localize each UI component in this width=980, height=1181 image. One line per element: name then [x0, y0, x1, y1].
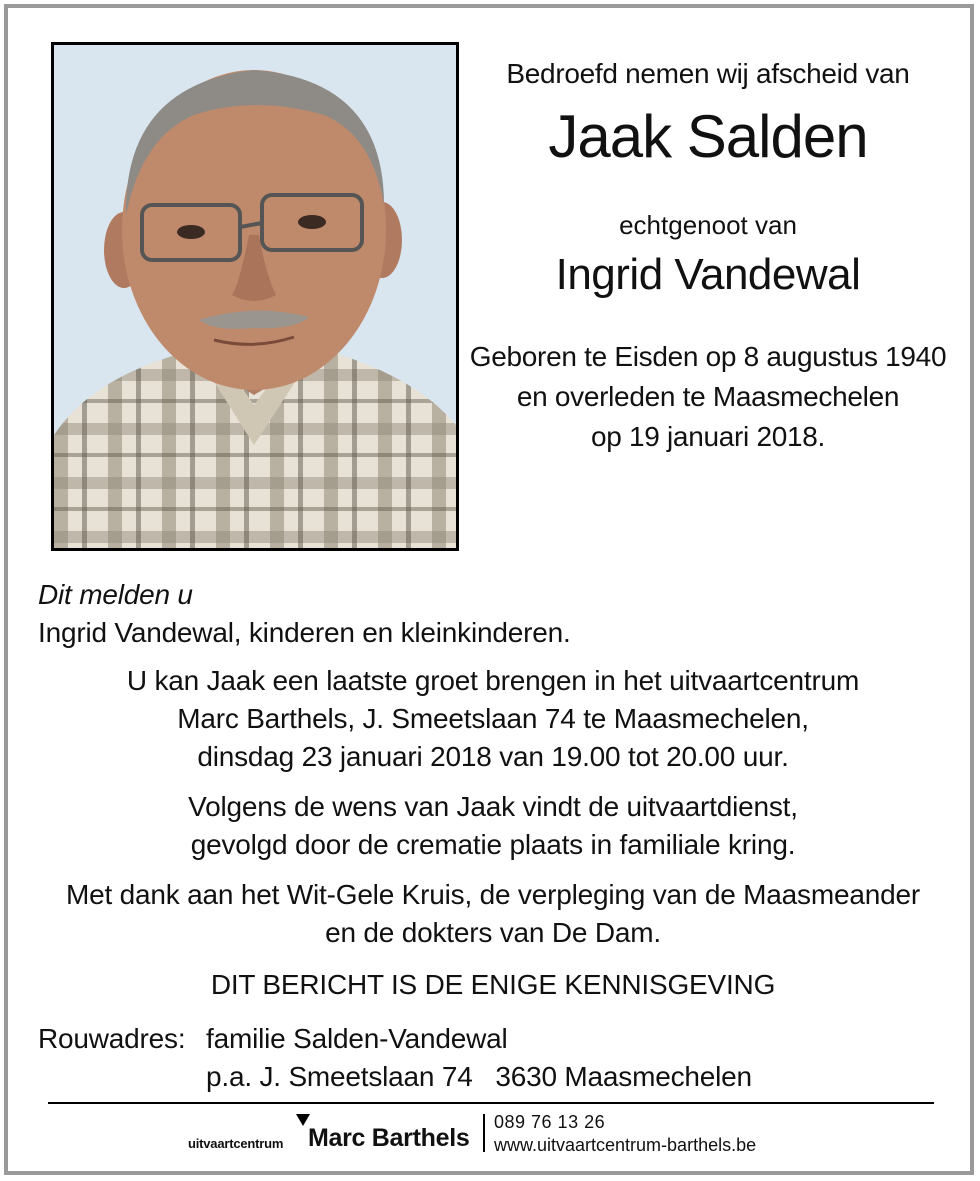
logo-subtitle: uitvaartcentrum [188, 1136, 284, 1151]
spouse-label: echtgenoot van [619, 210, 797, 240]
life-dates [468, 337, 948, 457]
obituary-card [4, 4, 974, 1175]
life-line: en overleden te Maasmechelen [516, 381, 900, 413]
ceremony-paragraph [38, 788, 948, 864]
life-line: op 19 januari 2018. [590, 421, 826, 453]
phone-number: 089 76 13 26 [494, 1112, 606, 1132]
visitation-paragraph [38, 662, 948, 776]
thanks-line: Met dank aan het Wit-Gele Kruis, de verpleging van de Maasmeander [66, 879, 920, 910]
footer-separator [483, 1114, 485, 1152]
logo-name: Marc Barthels [308, 1124, 470, 1152]
announce-names: Ingrid Vandewal, kinderen en kleinkinderen. [38, 617, 571, 648]
thanks-paragraph [38, 876, 948, 952]
portrait-illustration [54, 45, 456, 548]
mourning-address [38, 1020, 948, 1100]
announce-title: Dit melden u [38, 579, 193, 610]
notice-line: DIT BERICHT IS DE ENIGE KENNISGEVING [210, 969, 776, 1000]
thanks-line: en de dokters van De Dam. [325, 917, 661, 948]
visitation-line: U kan Jaak een laatste groet brengen in het uitvaartcentrum [126, 665, 860, 696]
deceased-name: Jaak Salden [548, 103, 868, 170]
address-line: p.a. J. Smeetslaan 74 3630 Maasmechelen [206, 1061, 752, 1092]
visitation-line: Marc Barthels, J. Smeetslaan 74 te Maasmechelen, [177, 703, 809, 734]
header [468, 58, 948, 457]
portrait-photo [51, 42, 459, 551]
visitation-line: dinsdag 23 januari 2018 van 19.00 tot 20.00 uur. [197, 741, 789, 772]
funeral-home-footer [8, 1110, 970, 1166]
body [38, 576, 948, 1100]
spouse-name: Ingrid Vandewal [555, 250, 861, 299]
website-link[interactable]: www.uitvaartcentrum-barthels.be [494, 1135, 757, 1155]
life-line: Geboren te Eisden op 8 augustus 1940 [469, 341, 947, 373]
address-line: familie Salden-Vandewal [206, 1023, 508, 1054]
address-label: Rouwadres: [38, 1023, 186, 1054]
ceremony-line: Volgens de wens van Jaak vindt de uitvaartdienst, [188, 791, 798, 822]
intro-line: Bedroefd nemen wij afscheid van [506, 58, 910, 89]
ceremony-line: gevolgd door de crematie plaats in familiale kring. [190, 829, 796, 860]
footer-divider [48, 1102, 934, 1104]
